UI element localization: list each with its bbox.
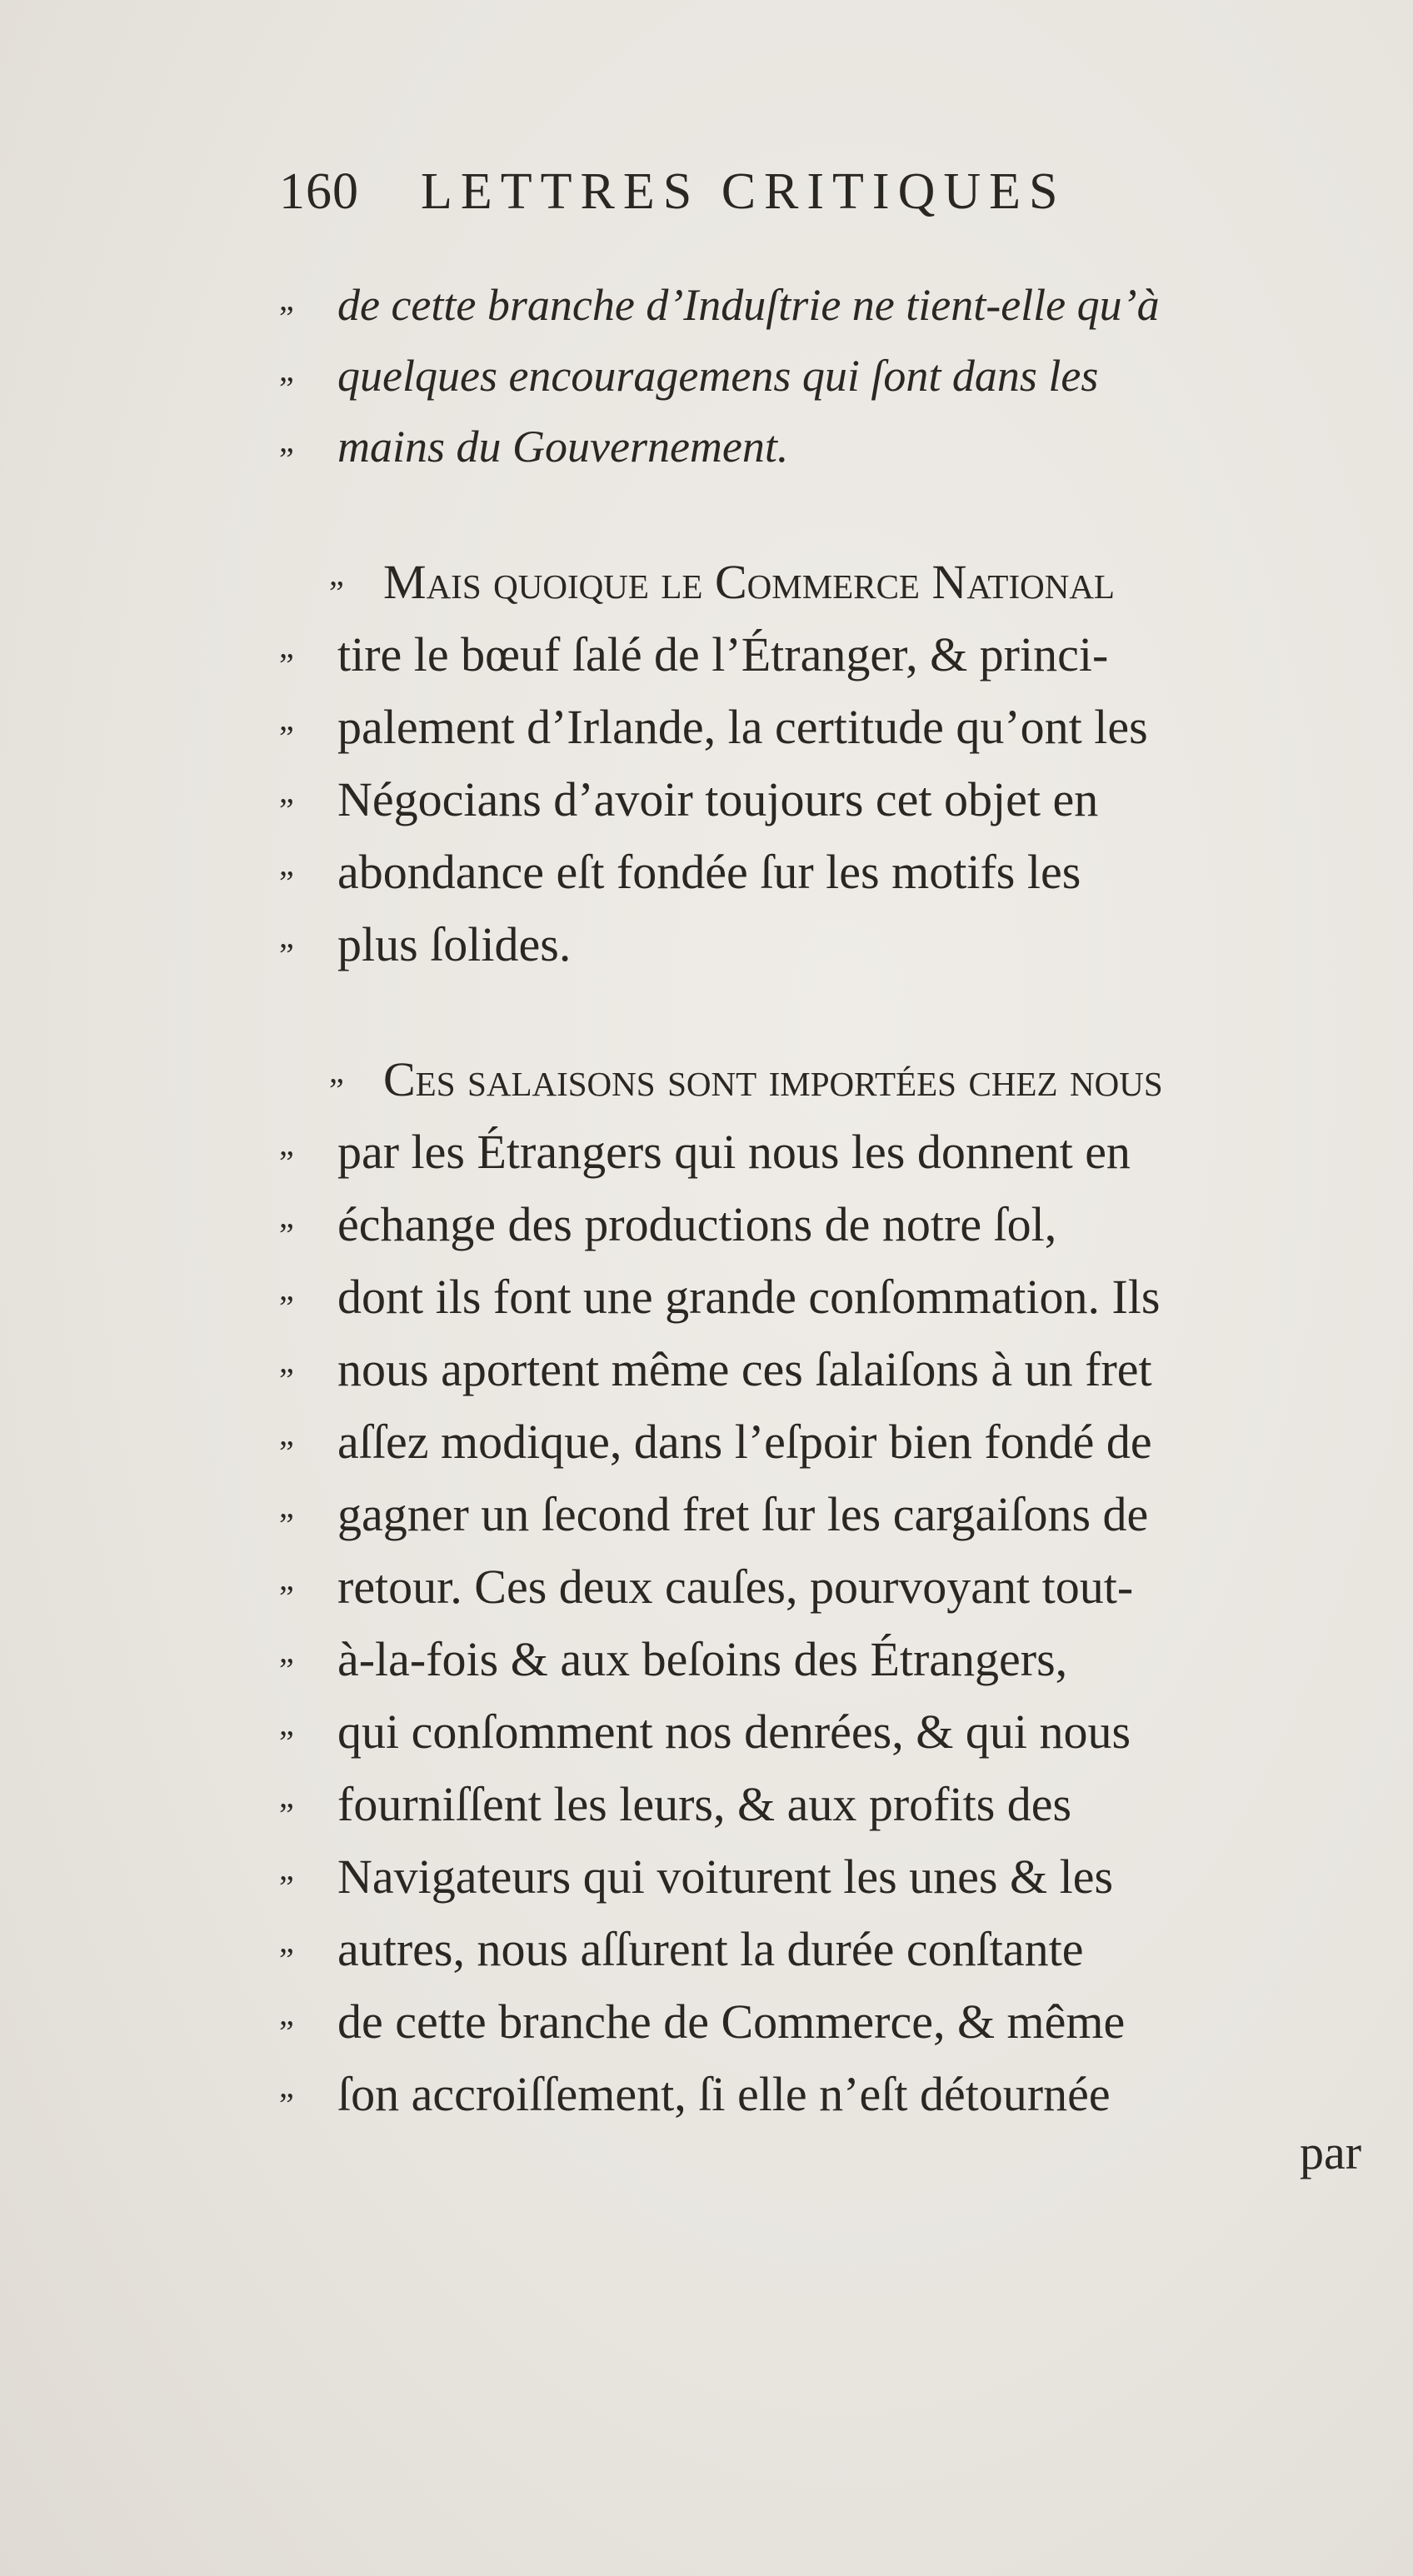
quote-mark: „ [279, 1197, 294, 1235]
quote-mark: „ [329, 555, 344, 592]
quote-mark: „ [279, 917, 294, 955]
text-line [279, 350, 1379, 417]
page-header [279, 162, 1362, 229]
quote-mark: „ [279, 772, 294, 810]
text-line [279, 844, 1379, 911]
text-line [279, 1704, 1379, 1770]
text-line [279, 1559, 1379, 1625]
quote-mark: „ [279, 700, 294, 737]
text-line [279, 1776, 1379, 1843]
quote-mark: „ [279, 1922, 294, 1959]
quote-mark: „ [279, 351, 294, 388]
text-line [279, 627, 1379, 693]
running-head: LETTRES CRITIQUES [421, 163, 1066, 220]
line-text: nous aportent même ces ſalaiſons à un fret [337, 1342, 1152, 1396]
text-line [279, 916, 1379, 983]
text-line [279, 1994, 1379, 2060]
text-line [279, 1486, 1379, 1553]
text-line [279, 1414, 1379, 1480]
quote-mark: „ [329, 1052, 344, 1090]
catchword: par [1300, 2125, 1362, 2179]
line-text: Négocians d’avoir toujours cet objet en [337, 772, 1099, 826]
text-line [279, 1849, 1379, 1915]
page-number: 160 [279, 163, 359, 220]
quote-mark: „ [279, 1705, 294, 1742]
text-line [279, 421, 1379, 487]
text-line [279, 2066, 1379, 2133]
line-text: Navigateurs qui voiturent les unes & les [337, 1850, 1114, 1904]
text-line [279, 1921, 1379, 1988]
quote-mark: „ [279, 1850, 294, 1887]
quote-mark: „ [279, 1270, 294, 1307]
text-line [279, 1631, 1379, 1698]
line-text: tire le bœuf ſalé de l’Étranger, & princi- [337, 627, 1109, 681]
text-line [279, 1124, 1379, 1191]
line-text: autres, nous aſſurent la durée conſtante [337, 1922, 1084, 1976]
line-text: palement d’Irlande, la certitude qu’ont les [337, 700, 1148, 754]
line-text: échange des productions de notre ſol, [337, 1197, 1057, 1251]
quote-mark: „ [279, 1560, 294, 1597]
text-line [279, 554, 1379, 621]
quote-mark: „ [279, 1777, 294, 1815]
text-line [279, 1196, 1379, 1263]
line-text: à-la-fois & aux beſoins des Étrangers, [337, 1632, 1068, 1686]
line-text: Mais quoique le Commerce National [383, 555, 1115, 609]
line-text: abondance eſt fondée ſur les motifs les [337, 845, 1081, 899]
line-text: dont ils font une grande conſommation. Ils [337, 1270, 1161, 1324]
line-text: mains du Gouvernement. [337, 422, 789, 472]
quote-mark: „ [279, 1632, 294, 1670]
line-text: quelques encouragemens qui ſont dans les [337, 351, 1099, 401]
text-line [279, 1269, 1379, 1335]
text-line [279, 771, 1379, 838]
line-text: retour. Ces deux cauſes, pourvoyant tout- [337, 1560, 1134, 1614]
quote-mark: „ [279, 845, 294, 882]
line-text: fourniſſent les leurs, & aux profits des [337, 1777, 1072, 1831]
line-text: de cette branche d’Induſtrie ne tient-elle qu’à [337, 280, 1160, 330]
line-text: Ces ſalaiſons ſont importées chez nous [383, 1052, 1163, 1106]
line-text: plus ſolides. [337, 917, 572, 971]
line-text: par les Étrangers qui nous les donnent en [337, 1125, 1131, 1179]
quote-mark: „ [279, 627, 294, 665]
line-text: aſſez modique, dans l’eſpoir bien fondé de [337, 1415, 1152, 1469]
text-line [279, 1051, 1379, 1118]
line-text: de cette branche de Commerce, & même [337, 1994, 1126, 2049]
quote-mark: „ [279, 1487, 294, 1525]
line-text: gagner un ſecond fret ſur les cargaiſons de [337, 1487, 1149, 1541]
text-line [279, 279, 1379, 346]
quote-mark: „ [279, 1415, 294, 1452]
line-text: ſon accroiſſement, ſi elle n’eſt détournée [337, 2067, 1111, 2121]
quote-mark: „ [279, 280, 294, 317]
quote-mark: „ [279, 1125, 294, 1162]
line-text: qui conſomment nos denrées, & qui nous [337, 1705, 1131, 1759]
quote-mark: „ [279, 1994, 294, 2032]
text-line [279, 1341, 1379, 1408]
quote-mark: „ [279, 422, 294, 459]
quote-mark: „ [279, 1342, 294, 1380]
text-line [279, 699, 1379, 766]
quote-mark: „ [279, 2067, 294, 2104]
